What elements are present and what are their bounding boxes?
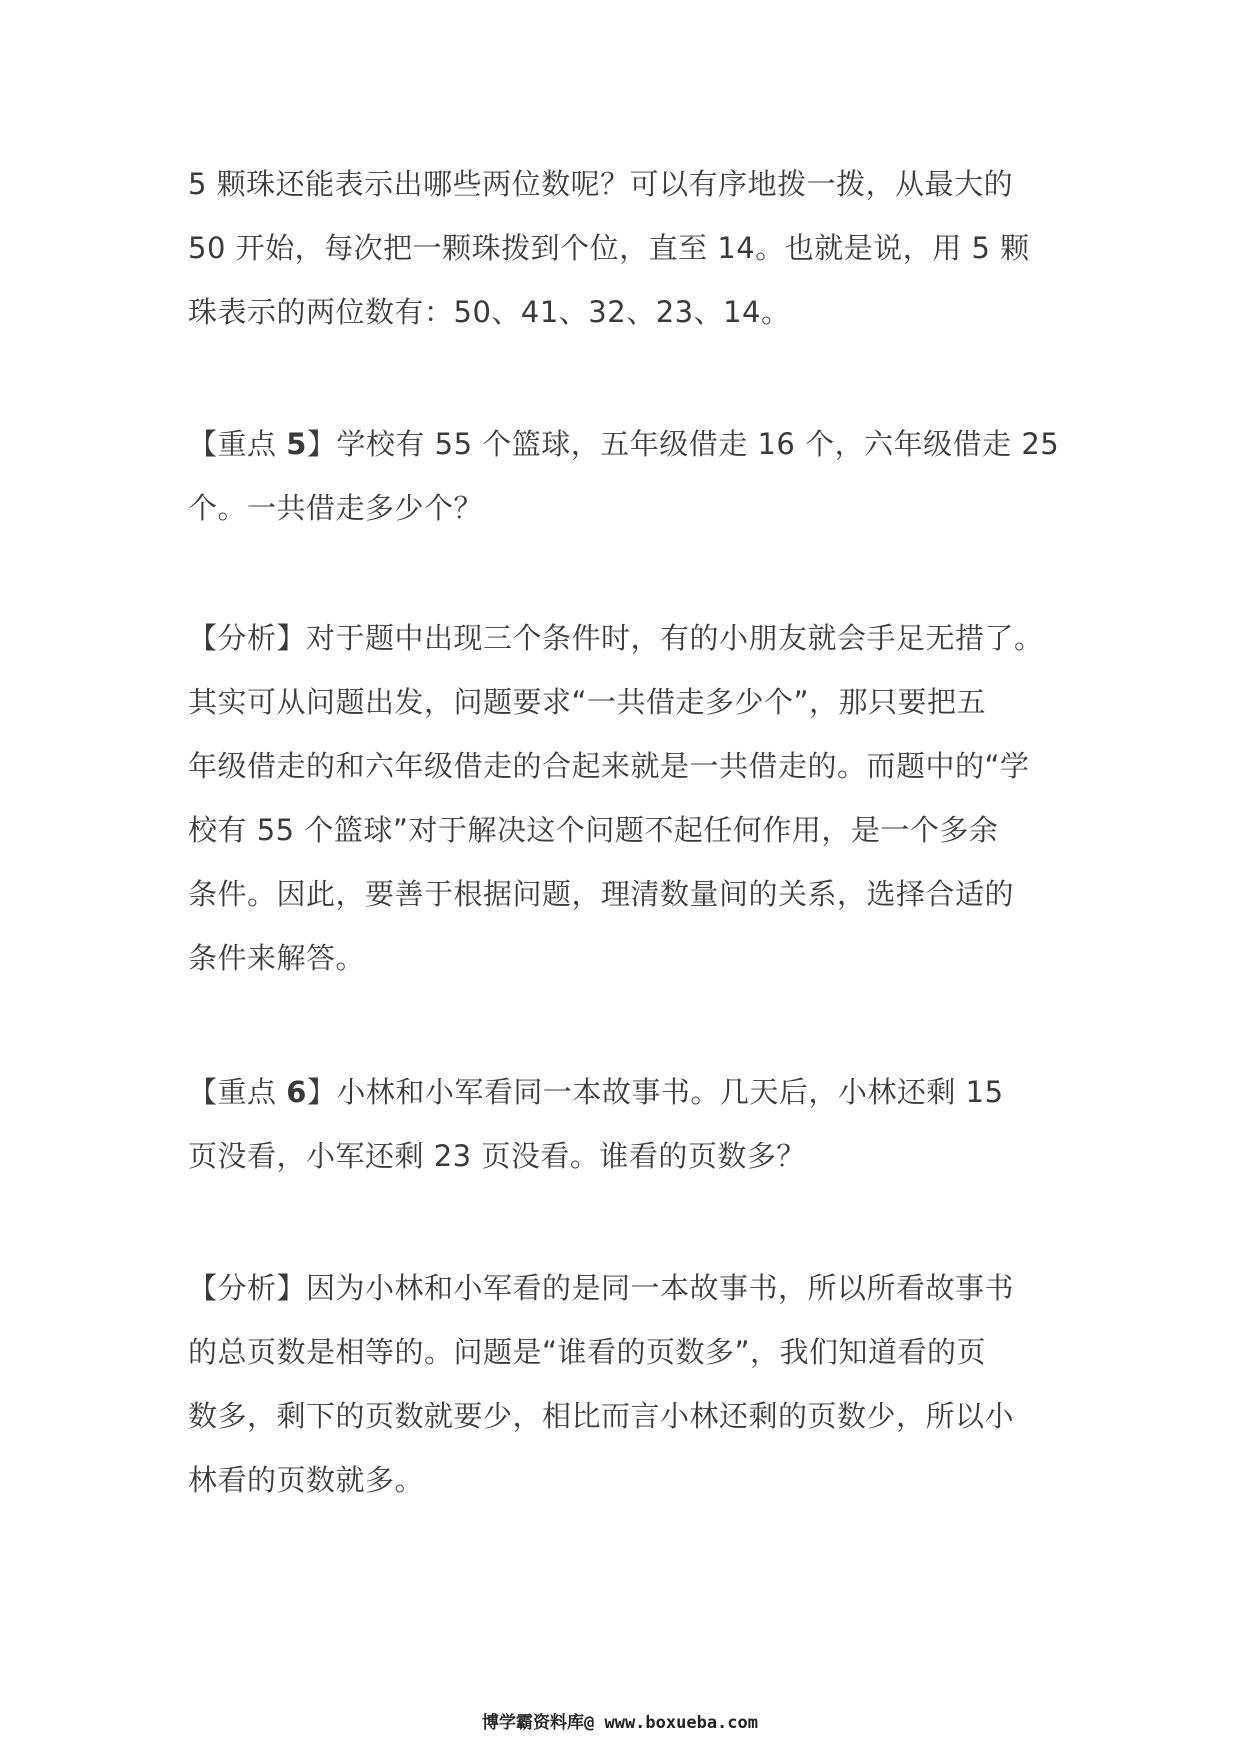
paragraph-analysis-5: [188, 606, 1068, 990]
text-line-content: 小林和小军看同一本故事书。几天后，小林还剩 15: [336, 1075, 1004, 1109]
text-line: [188, 412, 1068, 476]
key-point-tag: [188, 427, 336, 461]
text-line: 条件。因此，要善于根据问题，理清数量间的关系，选择合适的: [188, 877, 1015, 911]
analysis-tag: 【分析】: [188, 621, 307, 655]
text-line: 校有 55 个篮球”对于解决这个问题不起任何作用，是一个多余: [188, 813, 999, 847]
text-line: 林看的页数就多。: [188, 1463, 425, 1497]
text-line: [188, 606, 1068, 670]
paragraph-analysis-6: [188, 1256, 1068, 1512]
text-line: 年级借走的和六年级借走的合起来就是一共借走的。而题中的“学: [188, 749, 1030, 783]
text-line: 页没看，小军还剩 23 页没看。谁看的页数多？: [188, 1139, 806, 1173]
paragraph-key-point-5: [188, 412, 1068, 540]
text-line: 数多，剩下的页数就要少，相比而言小林还剩的页数少，所以小: [188, 1399, 1015, 1433]
text-line: 其实可从问题出发，问题要求“一共借走多少个”，那只要把五: [188, 685, 987, 719]
text-line: 5 颗珠还能表示出哪些两位数呢？可以有序地拨一拨，从最大的: [188, 167, 1014, 201]
text-line: 50 开始，每次把一颗珠拨到个位，直至 14。也就是说，用 5 颗: [188, 231, 1030, 265]
text-line-content: 对于题中出现三个条件时，有的小朋友就会手足无措了。: [306, 621, 1044, 655]
text-line: [188, 1256, 1068, 1320]
text-line: 个。一共借走多少个？: [188, 491, 484, 525]
footer-watermark: 博学霸资料库@ www.boxueba.com: [482, 1713, 758, 1733]
text-line: 珠表示的两位数有：50、41、32、23、14。: [188, 295, 791, 329]
key-point-number: 5: [286, 427, 307, 461]
analysis-tag: 【分析】: [188, 1271, 307, 1305]
text-line-content: 因为小林和小军看的是同一本故事书，所以所看故事书: [306, 1271, 1015, 1305]
key-point-number: 6: [286, 1075, 307, 1109]
tag-open: 【重点: [188, 427, 287, 461]
tag-close: 】: [306, 1075, 337, 1109]
text-line: [188, 1060, 1068, 1124]
tag-open: 【重点: [188, 1075, 287, 1109]
paragraph-key-point-6: [188, 1060, 1068, 1188]
text-line: 条件来解答。: [188, 941, 366, 975]
text-line: 的总页数是相等的。问题是“谁看的页数多”，我们知道看的页: [188, 1335, 987, 1369]
text-line-content: 学校有 55 个篮球，五年级借走 16 个，六年级借走 25: [336, 427, 1060, 461]
tag-close: 】: [306, 427, 337, 461]
key-point-tag: [188, 1075, 336, 1109]
paragraph-continuation: [188, 152, 1068, 344]
